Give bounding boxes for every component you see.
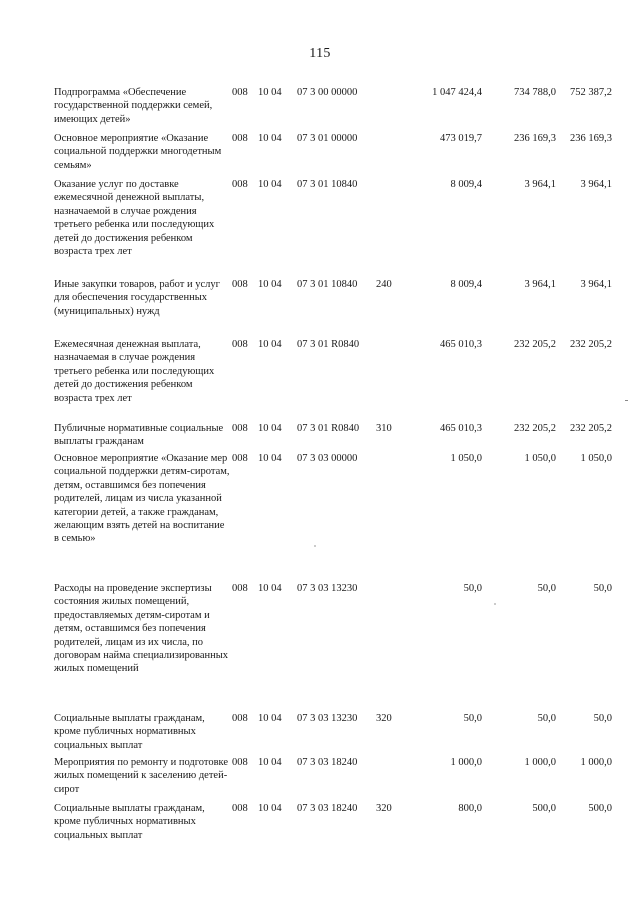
target-article-code: 07 3 01 R0840: [297, 423, 360, 434]
amount-year-1: 800,0: [458, 803, 482, 814]
table-row: [54, 132, 614, 176]
amount-year-1: 1 000,0: [450, 757, 482, 768]
table-row: [54, 422, 614, 450]
amount-year-2: 734 788,0: [514, 87, 556, 98]
margin-mark: [625, 400, 628, 401]
expense-type-code: 320: [376, 713, 392, 724]
ministry-code: 008: [232, 339, 248, 350]
row-name: Социальные выплаты гражданам, кроме публичных нормативных социальных выплат: [54, 803, 205, 841]
target-article-code: 07 3 01 00000: [297, 133, 358, 144]
scan-speck: [494, 603, 496, 605]
target-article-code: 07 3 03 00000: [297, 453, 358, 464]
amount-year-3: 232 205,2: [570, 423, 612, 434]
ministry-code: 008: [232, 179, 248, 190]
table-row: [54, 278, 614, 336]
expense-type-code: 320: [376, 803, 392, 814]
ministry-code: 008: [232, 87, 248, 98]
amount-year-2: 236 169,3: [514, 133, 556, 144]
amount-year-3: 232 205,2: [570, 339, 612, 350]
table-row: [54, 756, 614, 800]
ministry-code: 008: [232, 713, 248, 724]
amount-year-3: 752 387,2: [570, 87, 612, 98]
row-name: Основное мероприятие «Оказание социальной поддержки многодетным семьям»: [54, 133, 222, 171]
section-code: 10 04: [258, 133, 282, 144]
amount-year-2: 500,0: [532, 803, 556, 814]
ministry-code: 008: [232, 803, 248, 814]
amount-year-1: 1 047 424,4: [432, 87, 482, 98]
section-code: 10 04: [258, 713, 282, 724]
expense-type-code: 310: [376, 423, 392, 434]
row-name: Оказание услуг по доставке ежемесячной денежной выплаты, назначаемой в случае рождения третьего ребенка или последующих детей до достижения ребенком возраста трех лет: [54, 179, 215, 258]
target-article-code: 07 3 01 10840: [297, 279, 358, 290]
ministry-code: 008: [232, 133, 248, 144]
row-name: Социальные выплаты гражданам, кроме публичных нормативных социальных выплат: [54, 713, 205, 751]
table-row: [54, 802, 614, 846]
amount-year-2: 232 205,2: [514, 339, 556, 350]
amount-year-2: 3 964,1: [524, 179, 556, 190]
amount-year-3: 50,0: [593, 583, 612, 594]
expense-type-code: 240: [376, 279, 392, 290]
table-row: [54, 178, 614, 276]
target-article-code: 07 3 01 10840: [297, 179, 358, 190]
table-row: [54, 86, 614, 130]
target-article-code: 07 3 01 R0840: [297, 339, 360, 350]
table-row: [54, 338, 614, 420]
amount-year-1: 473 019,7: [440, 133, 482, 144]
section-code: 10 04: [258, 279, 282, 290]
amount-year-1: 1 050,0: [450, 453, 482, 464]
amount-year-2: 1 000,0: [524, 757, 556, 768]
row-name: Расходы на проведение экспертизы состояния жилых помещений, предоставляемых детям-сиротам и детям, оставшимся без попечения родителей, лицам из их числа, по договорам найма специализированных жилых помещений: [54, 583, 229, 675]
amount-year-2: 50,0: [537, 583, 556, 594]
section-code: 10 04: [258, 757, 282, 768]
amount-year-1: 8 009,4: [450, 279, 482, 290]
scan-speck: [314, 545, 316, 547]
section-code: 10 04: [258, 87, 282, 98]
target-article-code: 07 3 03 18240: [297, 757, 358, 768]
row-name: Ежемесячная денежная выплата, назначаемая в случае рождения третьего ребенка или последующих детей до достижения ребенком возраста трех лет: [54, 339, 215, 404]
amount-year-1: 465 010,3: [440, 423, 482, 434]
amount-year-1: 50,0: [463, 713, 482, 724]
target-article-code: 07 3 00 00000: [297, 87, 358, 98]
amount-year-3: 500,0: [588, 803, 612, 814]
row-name: Основное мероприятие «Оказание мер социальной поддержки детям-сиротам, детям, оставшимся без попечения родителей, лицам из числа указанной категории детей, а также гражданам, желающим взять детей на воспитание в семью»: [54, 453, 230, 545]
amount-year-3: 3 964,1: [580, 179, 612, 190]
section-code: 10 04: [258, 423, 282, 434]
row-name: Публичные нормативные социальные выплаты гражданам: [54, 423, 224, 448]
amount-year-1: 465 010,3: [440, 339, 482, 350]
amount-year-3: 1 000,0: [580, 757, 612, 768]
page-number: 115: [309, 46, 331, 61]
amount-year-1: 8 009,4: [450, 179, 482, 190]
amount-year-2: 232 205,2: [514, 423, 556, 434]
amount-year-3: 3 964,1: [580, 279, 612, 290]
table-row: [54, 712, 614, 754]
amount-year-3: 50,0: [593, 713, 612, 724]
table-row: [54, 582, 614, 710]
row-name: Иные закупки товаров, работ и услуг для обеспечения государственных (муниципальных) нужд: [54, 279, 220, 317]
ministry-code: 008: [232, 757, 248, 768]
section-code: 10 04: [258, 339, 282, 350]
ministry-code: 008: [232, 453, 248, 464]
target-article-code: 07 3 03 18240: [297, 803, 358, 814]
table-row: [54, 452, 614, 580]
amount-year-2: 50,0: [537, 713, 556, 724]
section-code: 10 04: [258, 583, 282, 594]
section-code: 10 04: [258, 453, 282, 464]
row-name: Подпрограмма «Обеспечение государственной поддержки семей, имеющих детей»: [54, 87, 213, 125]
ministry-code: 008: [232, 423, 248, 434]
ministry-code: 008: [232, 279, 248, 290]
amount-year-2: 1 050,0: [524, 453, 556, 464]
amount-year-2: 3 964,1: [524, 279, 556, 290]
section-code: 10 04: [258, 179, 282, 190]
amount-year-3: 236 169,3: [570, 133, 612, 144]
target-article-code: 07 3 03 13230: [297, 583, 358, 594]
ministry-code: 008: [232, 583, 248, 594]
amount-year-3: 1 050,0: [580, 453, 612, 464]
section-code: 10 04: [258, 803, 282, 814]
row-name: Мероприятия по ремонту и подготовке жилых помещений к заселению детей-сирот: [54, 757, 229, 795]
amount-year-1: 50,0: [463, 583, 482, 594]
target-article-code: 07 3 03 13230: [297, 713, 358, 724]
